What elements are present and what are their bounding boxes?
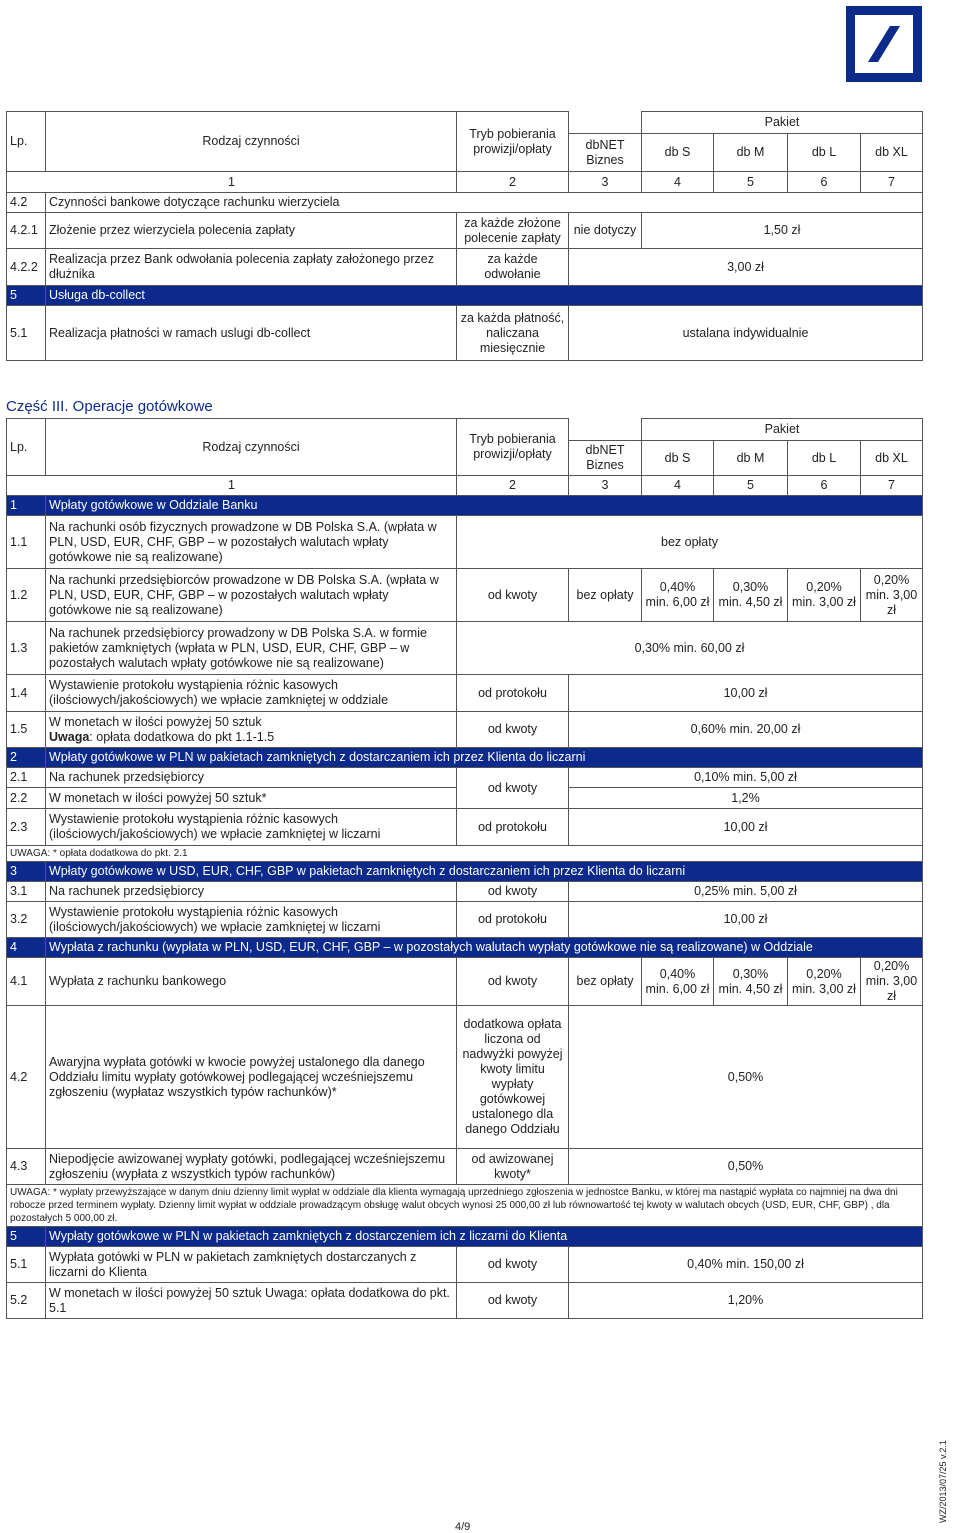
row-fee: 0,40% min. 150,00 zł (569, 1247, 923, 1283)
row-fee: 3,00 zł (569, 249, 923, 286)
section-title: Wpłaty gotówkowe w PLN w pakietach zamkniętych z dostarczaniem ich przez Klienta do liczarni (46, 748, 923, 768)
row-tryb: za każde złożone polecenie zapłaty (457, 213, 569, 249)
section-title: Usługa db-collect (46, 286, 923, 306)
row-dbnet: bez opłaty (569, 569, 642, 622)
header-rodzaj: Rodzaj czynności (46, 419, 457, 476)
row-desc: Wypłata z rachunku bankowego (46, 958, 457, 1006)
section-title: Wpłaty gotówkowe w USD, EUR, CHF, GBP w pakietach zamkniętych z dostarczaniem ich przez Klienta do liczarni (46, 862, 923, 882)
row-num: 2.3 (7, 809, 46, 846)
row-fee-dbl: 0,20% min. 3,00 zł (788, 958, 861, 1006)
header-dbl: db L (788, 441, 861, 476)
row-fee: 1,50 zł (642, 213, 923, 249)
row-dbnet: bez opłaty (569, 958, 642, 1006)
row-num: 2.1 (7, 768, 46, 788)
row-num: 5.2 (7, 1283, 46, 1319)
row-tryb: za każde odwołanie (457, 249, 569, 286)
section-num: 3 (7, 862, 46, 882)
col-num: 4 (642, 476, 714, 496)
row-desc: Na rachunki osób fizycznych prowadzone w DB Polska S.A. (wpłata w PLN, USD, EUR, CHF, GBP – w pozostałych walutach wpłaty gotówkowe nie są realizowane) (46, 516, 457, 569)
row-fee: 0,50% (569, 1149, 923, 1185)
section-num: 2 (7, 748, 46, 768)
row-desc: Awaryjna wypłata gotówki w kwocie powyżej ustalonego dla danego Oddziału limitu wypłaty gotówkowej podlegającej wcześniejszemu zgłoszeniu (wypłataz wszystkich typów rachunków)* (46, 1006, 457, 1149)
part-title: Część III. Operacje gotówkowe (6, 398, 213, 415)
row-tryb: od kwoty (457, 768, 569, 809)
fee-table-part3 (6, 418, 923, 1319)
col-num: 3 (569, 172, 642, 193)
row-fee-dbm: 0,30% min. 4,50 zł (714, 569, 788, 622)
header-pakiet: Pakiet (642, 112, 923, 134)
section-num: 5 (7, 286, 46, 306)
col-num: 5 (714, 172, 788, 193)
header-lp: Lp. (7, 419, 46, 476)
col-num: 7 (861, 476, 923, 496)
section-title: Czynności bankowe dotyczące rachunku wierzyciela (46, 193, 923, 213)
col-num: 5 (714, 476, 788, 496)
section-num: 1 (7, 496, 46, 516)
row-tryb: od kwoty (457, 958, 569, 1006)
row-num: 4.2 (7, 193, 46, 213)
row-desc: Na rachunek przedsiębiorcy (46, 882, 457, 902)
row-desc: Na rachunek przedsiębiorcy prowadzony w DB Polska S.A. w formie pakietów zamkniętych (wpłata w PLN, USD, EUR, CHF, GBP – w pozostałych walutach wpłaty gotówkowe nie są realizowane) (46, 622, 457, 675)
row-tryb: od protokołu (457, 809, 569, 846)
row-tryb: od awizowanej kwoty* (457, 1149, 569, 1185)
header-dbm: db M (714, 134, 788, 172)
row-desc: Wystawienie protokołu wystąpienia różnic kasowych (ilościowych/jakościowych) we wpłacie zamkniętej w oddziale (46, 675, 457, 712)
col-num: 2 (457, 172, 569, 193)
row-desc: Wystawienie protokołu wystąpienia różnic kasowych (ilościowych/jakościowych) we wpłacie zamkniętej w liczarni (46, 902, 457, 938)
header-dbs: db S (642, 134, 714, 172)
header-pakiet: Pakiet (642, 419, 923, 441)
row-fee-dbs: 0,40% min. 6,00 zł (642, 569, 714, 622)
row-tryb: za każda płatność, naliczana miesięcznie (457, 306, 569, 361)
header-dbs: db S (642, 441, 714, 476)
row-num: 1.1 (7, 516, 46, 569)
row-num: 1.2 (7, 569, 46, 622)
row-num: 1.4 (7, 675, 46, 712)
row-tryb: od kwoty (457, 1283, 569, 1319)
row-fee: 10,00 zł (569, 902, 923, 938)
col-num: 6 (788, 172, 861, 193)
col-num: 7 (861, 172, 923, 193)
row-fee: 0,10% min. 5,00 zł (569, 768, 923, 788)
header-dbm: db M (714, 441, 788, 476)
header-tryb: Tryb pobierania prowizji/opłaty (457, 419, 569, 476)
row-desc: Wystawienie protokołu wystąpienia różnic kasowych (ilościowych/jakościowych) we wpłacie zamkniętej w liczarni (46, 809, 457, 846)
col-num: 4 (642, 172, 714, 193)
row-num: 4.2.1 (7, 213, 46, 249)
row-tryb: od kwoty (457, 712, 569, 748)
header-lp: Lp. (7, 112, 46, 172)
header-dbxl: db XL (861, 441, 923, 476)
section-num: 5 (7, 1227, 46, 1247)
row-tryb: od kwoty (457, 1247, 569, 1283)
row-num: 5.1 (7, 1247, 46, 1283)
row-desc: Realizacja płatności w ramach uslugi db-collect (46, 306, 457, 361)
row-num: 1.5 (7, 712, 46, 748)
row-desc: Realizacja przez Bank odwołania polecenia zapłaty założonego przez dłużnika (46, 249, 457, 286)
row-fee: bez opłaty (457, 516, 923, 569)
header-dbnet: dbNET Biznes (569, 441, 642, 476)
note: UWAGA: * opłata dodatkowa do pkt. 2.1 (7, 846, 923, 862)
col-num: 1 (7, 172, 457, 193)
header-tryb: Tryb pobierania prowizji/opłaty (457, 112, 569, 172)
header-dbl: db L (788, 134, 861, 172)
section-title: Wypłata z rachunku (wypłata w PLN, USD, EUR, CHF, GBP – w pozostałych walutach wypłaty gotówkowe nie są realizowane) w Oddziale (46, 938, 923, 958)
header-dbxl: db XL (861, 134, 923, 172)
col-num: 2 (457, 476, 569, 496)
section-title: Wpłaty gotówkowe w Oddziale Banku (46, 496, 923, 516)
page-number: 4/9 (455, 1521, 471, 1533)
row-tryb: od kwoty (457, 882, 569, 902)
row-fee: 10,00 zł (569, 675, 923, 712)
row-fee-dbs: 0,40% min. 6,00 zł (642, 958, 714, 1006)
row-desc: Wypłata gotówki w PLN w pakietach zamkniętych dostarczanych z liczarni do Klienta (46, 1247, 457, 1283)
row-num: 4.1 (7, 958, 46, 1006)
row-desc: Na rachunek przedsiębiorcy (46, 768, 457, 788)
row-dbnet: nie dotyczy (569, 213, 642, 249)
row-tryb: od protokołu (457, 675, 569, 712)
col-num: 1 (7, 476, 457, 496)
row-desc: W monetach w ilości powyżej 50 sztuk* (46, 788, 457, 809)
row-desc: Niepodjęcie awizowanej wypłaty gotówki, podlegającej wcześniejszemu zgłoszeniu (wypłata z wszystkich typów rachunków) (46, 1149, 457, 1185)
row-desc: W monetach w ilości powyżej 50 sztuk Uwaga: opłata dodatkowa do pkt. 5.1 (46, 1283, 457, 1319)
row-fee: 0,25% min. 5,00 zł (569, 882, 923, 902)
row-num: 1.3 (7, 622, 46, 675)
row-fee: 0,50% (569, 1006, 923, 1149)
row-num: 5.1 (7, 306, 46, 361)
row-num: 4.2 (7, 1006, 46, 1149)
row-fee-dbm: 0,30% min. 4,50 zł (714, 958, 788, 1006)
row-fee: 1,20% (569, 1283, 923, 1319)
section-num: 4 (7, 938, 46, 958)
section-title: Wypłaty gotówkowe w PLN w pakietach zamkniętych z dostarczeniem ich z liczarni do Klienta (46, 1227, 923, 1247)
row-num: 3.2 (7, 902, 46, 938)
row-fee: 0,60% min. 20,00 zł (569, 712, 923, 748)
row-fee: 1,2% (569, 788, 923, 809)
row-desc: W monetach w ilości powyżej 50 sztuk Uwaga: opłata dodatkowa do pkt 1.1-1.5 (46, 712, 457, 748)
row-desc: Złożenie przez wierzyciela polecenia zapłaty (46, 213, 457, 249)
row-tryb: od kwoty (457, 569, 569, 622)
row-desc: Na rachunki przedsiębiorców prowadzone w DB Polska S.A. (wpłata w PLN, USD, EUR, CHF, GBP – w pozostałych walutach wpłaty gotówkowe nie są realizowane) (46, 569, 457, 622)
version-code: WZ/2013/07/25 v.2.1 (938, 1440, 948, 1523)
row-fee: ustalana indywidualnie (569, 306, 923, 361)
deutsche-bank-logo (846, 6, 922, 82)
col-num: 3 (569, 476, 642, 496)
row-num: 3.1 (7, 882, 46, 902)
row-fee: 10,00 zł (569, 809, 923, 846)
note: UWAGA: * wypłaty przewyższające w danym dniu dzienny limit wypłat w oddziale dla klienta wymagają uprzedniego zgłoszenia w jednostce Banku, w której ma nastąpić wypłata co najmniej na dwa dni robocze przed terminem wypłaty. Dzienny limit wypłat w oddziale prowadzącym obsługę walut obcych wynosi 25 000,00 zł lub równowartość tej kwoty w walutach obcych (USD, EUR, CHF, GBP) , dla pozostałych 5 000,00 zł. (7, 1185, 923, 1227)
row-fee: 0,30% min. 60,00 zł (457, 622, 923, 675)
header-dbnet: dbNET Biznes (569, 134, 642, 172)
col-num: 6 (788, 476, 861, 496)
header-rodzaj: Rodzaj czynności (46, 112, 457, 172)
row-num: 4.3 (7, 1149, 46, 1185)
row-tryb: dodatkowa opłata liczona od nadwyżki powyżej kwoty limitu wypłaty gotówkowej ustalonego dla danego Oddziału (457, 1006, 569, 1149)
row-num: 2.2 (7, 788, 46, 809)
row-tryb: od protokołu (457, 902, 569, 938)
row-fee-dbl: 0,20% min. 3,00 zł (788, 569, 861, 622)
fee-table-part2 (6, 111, 923, 361)
row-num: 4.2.2 (7, 249, 46, 286)
row-fee-dbxl: 0,20% min. 3,00 zł (861, 569, 923, 622)
row-fee-dbxl: 0,20% min. 3,00 zł (861, 958, 923, 1006)
